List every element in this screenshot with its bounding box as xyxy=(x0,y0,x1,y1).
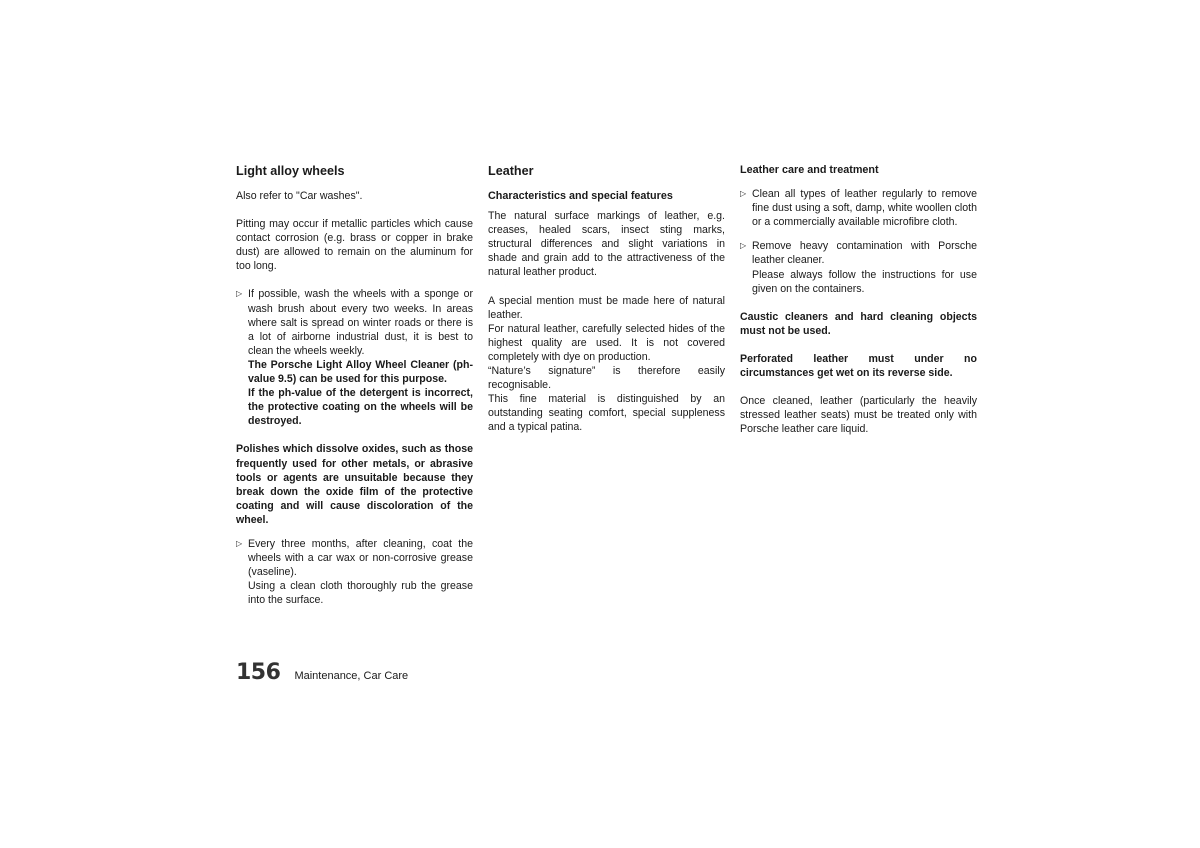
triangle-right-icon: ▷ xyxy=(236,538,243,548)
section-heading: Light alloy wheels xyxy=(236,164,345,178)
list-item xyxy=(236,287,473,428)
paragraph: This fine material is distinguished by an outstanding seating comfort, special suppleness and a typical patina. xyxy=(488,393,725,434)
column-light-alloy-wheels xyxy=(236,163,473,617)
triangle-right-icon: ▷ xyxy=(740,189,747,199)
list-item xyxy=(740,187,977,229)
bullet-text: Using a clean cloth thoroughly rub the grease into the surface. xyxy=(248,580,473,607)
page-footer xyxy=(236,660,408,690)
paragraph: “Nature’s signature” is therefore easily recognisable. xyxy=(488,365,725,392)
column-leather xyxy=(488,163,725,435)
section-heading: Leather xyxy=(488,164,534,178)
section-name: Maintenance, Car Care xyxy=(294,670,409,682)
paragraph: Once cleaned, leather (particularly the heavily stressed leather seats) must be treated only with Porsche leather care liquid. xyxy=(740,395,977,436)
paragraph: For natural leather, carefully selected hides of the highest quality are used. It is not covered completely with dye on production. xyxy=(488,322,725,363)
bullet-text: Remove heavy contamination with Porsche leather cleaner. xyxy=(752,240,977,267)
triangle-right-icon: ▷ xyxy=(740,241,747,251)
bullet-text: Please always follow the instructions for use given on the containers. xyxy=(752,268,977,295)
subsection-heading: Characteristics and special features xyxy=(488,190,673,202)
paragraph: A special mention must be made here of natural leather. xyxy=(488,294,725,321)
bullet-text: Clean all types of leather regularly to remove fine dust using a soft, damp, white woollen cloth or a commercially available microfibre cloth. xyxy=(752,188,977,229)
page-number: 156 xyxy=(236,660,281,685)
list-item xyxy=(236,537,473,607)
paragraph: Pitting may occur if metallic particles which cause contact corrosion (e.g. brass or copper in brake dust) are allowed to remain on the aluminum for too long. xyxy=(236,218,473,273)
bullet-text: If possible, wash the wheels with a sponge or wash brush about every two weeks. In areas where salt is spread on winter roads or there is a lot of airborne industrial dust, it is best to clean the wheels weekly. xyxy=(248,288,473,357)
column-leather-care xyxy=(740,163,977,450)
paragraph: Also refer to "Car washes". xyxy=(236,190,363,202)
subsection-heading: Leather care and treatment xyxy=(740,164,879,176)
warning-text: Caustic cleaners and hard cleaning objects must not be used. xyxy=(740,310,977,337)
warning-text: Perforated leather must under no circumstances get wet on its reverse side. xyxy=(740,352,977,380)
bullet-bold-text: The Porsche Light Alloy Wheel Cleaner (ph-value 9.5) can be used for this purpose. xyxy=(248,358,473,386)
bullet-text: Every three months, after cleaning, coat the wheels with a car wax or non-corrosive grease (vaseline). xyxy=(248,537,473,579)
bullet-bold-text: If the ph-value of the detergent is incorrect, the protective coating on the wheels will be destroyed. xyxy=(248,387,473,428)
warning-text: Polishes which dissolve oxides, such as those frequently used for other metals, or abrasive tools or agents are unsuitable because they break down the oxide film of the protective coating and will cause discoloration of the wheel. xyxy=(236,443,473,526)
list-item xyxy=(740,239,977,295)
triangle-right-icon: ▷ xyxy=(236,289,243,299)
paragraph: The natural surface markings of leather, e.g. creases, healed scars, insect sting marks, structural differences and slight variations in shade and grain add to the attractiveness of the natural leather product. xyxy=(488,210,725,279)
